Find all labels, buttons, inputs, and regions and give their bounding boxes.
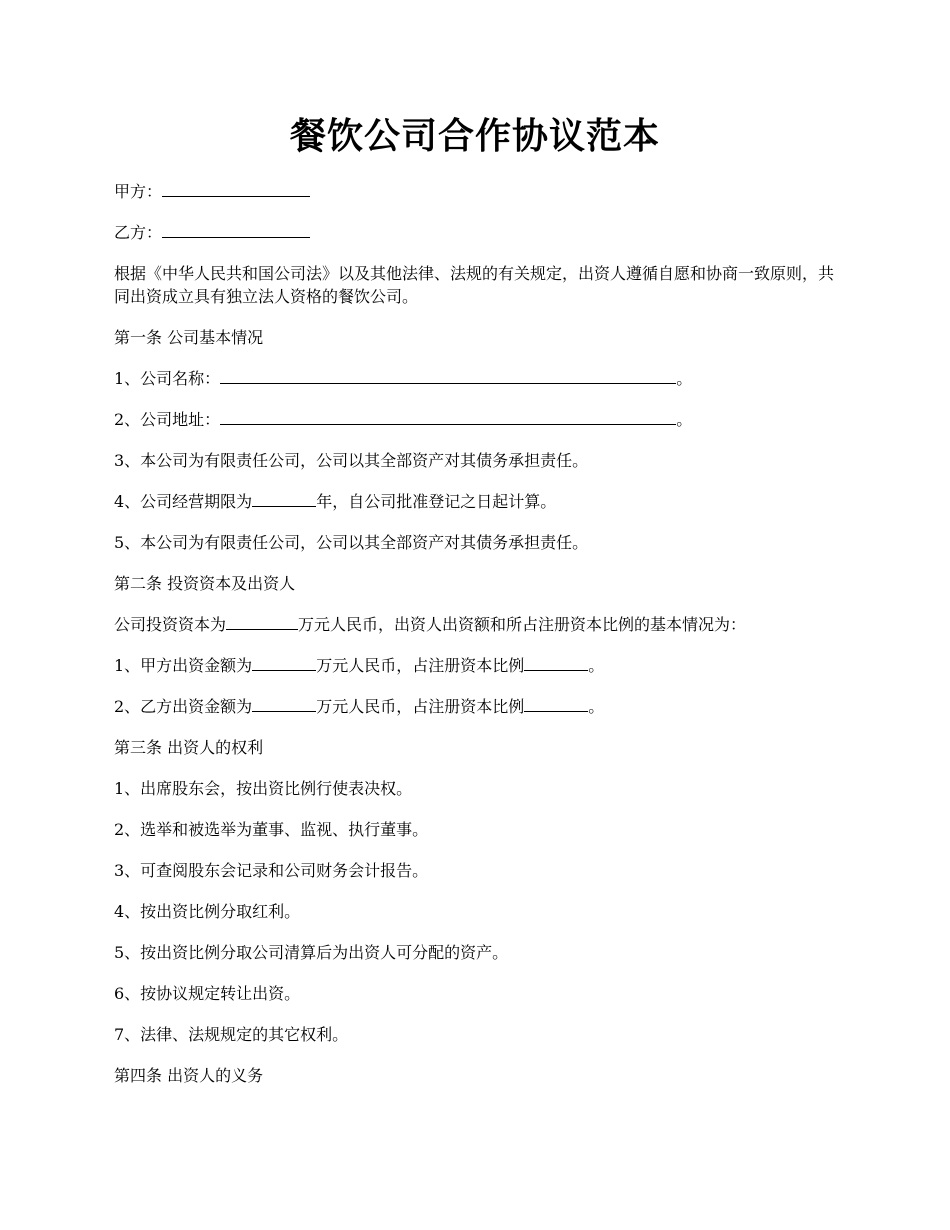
party-b-ratio-label: 万元人民币，占注册资本比例 xyxy=(316,697,525,716)
article3-item: 1、出席股东会，按出资比例行使表决权。 xyxy=(114,779,413,798)
article2-item2 xyxy=(114,695,838,718)
party-a-ratio-blank xyxy=(524,655,588,671)
party-b-blank xyxy=(162,222,310,238)
article3-item: 3、可查阅股东会记录和公司财务会计报告。 xyxy=(114,861,429,880)
preamble-paragraph: 根据《中华人民共和国公司法》以及其他法律、法规的有关规定，出资人遵循自愿和协商一致原则，共同出资成立具有独立法人资格的餐饮公司。 xyxy=(114,264,835,306)
article1-item1 xyxy=(114,367,838,390)
party-a-blank xyxy=(162,181,310,197)
capital-suffix: 万元人民币，出资人出资额和所占注册资本比例的基本情况为： xyxy=(298,615,747,634)
article4-heading: 第四条 出资人的义务 xyxy=(114,1066,264,1085)
party-a-label: 甲方： xyxy=(114,182,163,201)
article1-item4 xyxy=(114,490,838,513)
capital-blank xyxy=(226,614,298,630)
term-label: 4、公司经营期限为 xyxy=(114,492,253,511)
article1-item3: 3、本公司为有限责任公司，公司以其全部资产对其债务承担责任。 xyxy=(114,451,589,470)
company-name-label: 1、公司名称： xyxy=(114,369,221,388)
article3-item: 7、法律、法规规定的其它权利。 xyxy=(114,1025,349,1044)
article1-item2 xyxy=(114,408,838,431)
punctuation: 。 xyxy=(676,369,693,388)
punctuation: 。 xyxy=(676,410,693,429)
company-address-label: 2、公司地址： xyxy=(114,410,221,429)
party-a-amount-label: 1、甲方出资金额为 xyxy=(114,656,253,675)
party-a-line xyxy=(114,180,838,203)
party-b-ratio-blank xyxy=(524,696,588,712)
article3-item: 6、按协议规定转让出资。 xyxy=(114,984,301,1003)
document-title: 餐饮公司合作协议范本 xyxy=(289,115,660,157)
party-b-amount-blank xyxy=(252,696,316,712)
company-address-blank xyxy=(220,409,676,425)
term-suffix: 年，自公司批准登记之日起计算。 xyxy=(316,492,557,511)
party-a-amount-blank xyxy=(252,655,316,671)
article3-item: 4、按出资比例分取红利。 xyxy=(114,902,301,921)
article3-item: 5、按出资比例分取公司清算后为出资人可分配的资产。 xyxy=(114,943,509,962)
term-years-blank xyxy=(252,491,316,507)
party-b-amount-label: 2、乙方出资金额为 xyxy=(114,697,253,716)
capital-label: 公司投资资本为 xyxy=(114,615,227,634)
article2-item1 xyxy=(114,654,838,677)
article1-heading: 第一条 公司基本情况 xyxy=(114,328,264,347)
document-body xyxy=(114,180,838,1105)
article2-intro xyxy=(114,613,838,636)
party-a-ratio-label: 万元人民币，占注册资本比例 xyxy=(316,656,525,675)
article3-heading: 第三条 出资人的权利 xyxy=(114,738,264,757)
article1-item5: 5、本公司为有限责任公司，公司以其全部资产对其债务承担责任。 xyxy=(114,533,589,552)
party-b-label: 乙方： xyxy=(114,223,163,242)
punctuation: 。 xyxy=(588,697,605,716)
article3-item: 2、选举和被选举为董事、监视、执行董事。 xyxy=(114,820,429,839)
article2-heading: 第二条 投资资本及出资人 xyxy=(114,574,296,593)
punctuation: 。 xyxy=(588,656,605,675)
party-b-line xyxy=(114,221,838,244)
company-name-blank xyxy=(220,368,676,384)
